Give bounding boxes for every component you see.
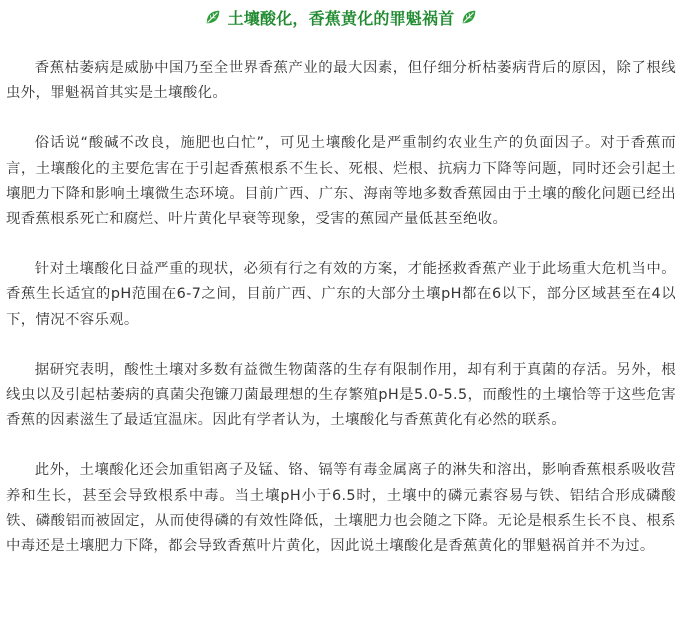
paragraph-intro: 香蕉枯萎病是威胁中国乃至全世界香蕉产业的最大因素，但仔细分析枯萎病背后的原因，除了根线虫外，罪魁祸首其实是土壤酸化。	[6, 60, 676, 102]
paragraph-conclusion: 此外，土壤酸化还会加重铝离子及锰、铬、镉等有毒金属离子的淋失和溶出，影响香蕉根系吸收营养和生长，甚至会导致根系中毒。当土壤pH小于6.5时，土壤中的磷元素容易与铁、铝结合形成磷酸铁、磷酸铝而被固定，从而使得磷的有效性降低，土壤肥力也会随之下降。无论是根系生长不良、根系中毒还是土壤肥力下降，都会导致香蕉叶片黄化，因此说土壤酸化是香蕉黄化的罪魁祸首并不为过。	[6, 462, 676, 555]
paragraph-research: 据研究表明，酸性土壤对多数有益微生物菌落的生存有限制作用，却有利于真菌的存活。另外，根线虫以及引起枯萎病的真菌尖孢镰刀菌最理想的生存繁殖pH是5.0-5.5，而酸性的土壤恰等于这些危害香蕉的因素滋生了最适宜温床。因此有学者认为，土壤酸化与香蕉黄化有必然的联系。	[6, 361, 676, 429]
leaf-icon	[460, 8, 478, 26]
paragraph-hazards: 俗话说“酸碱不改良，施肥也白忙”，可见土壤酸化是严重制约农业生产的负面因子。对于香蕉而言，土壤酸化的主要危害在于引起香蕉根系不生长、死根、烂根、抗病力下降等问题，同时还会引起土壤肥力下降和影响土壤微生态环境。目前广西、广东、海南等地多数香蕉园由于土壤的酸化问题已经出现香蕉根系死亡和腐烂、叶片黄化早衰等现象，受害的蕉园产量低甚至绝收。	[6, 135, 676, 228]
article-header	[6, 0, 676, 32]
article-title: 土壤酸化，香蕉黄化的罪魁祸首	[227, 8, 455, 28]
leaf-icon	[204, 8, 222, 26]
article-body	[6, 56, 676, 559]
paragraph-ph-status: 针对土壤酸化日益严重的现状，必须有行之有效的方案，才能拯救香蕉产业于此场重大危机当中。香蕉生长适宜的pH范围在6-7之间，目前广西、广东的大部分土壤pH都在6以下，部分区域甚至在4以下，情况不容乐观。	[6, 261, 676, 328]
